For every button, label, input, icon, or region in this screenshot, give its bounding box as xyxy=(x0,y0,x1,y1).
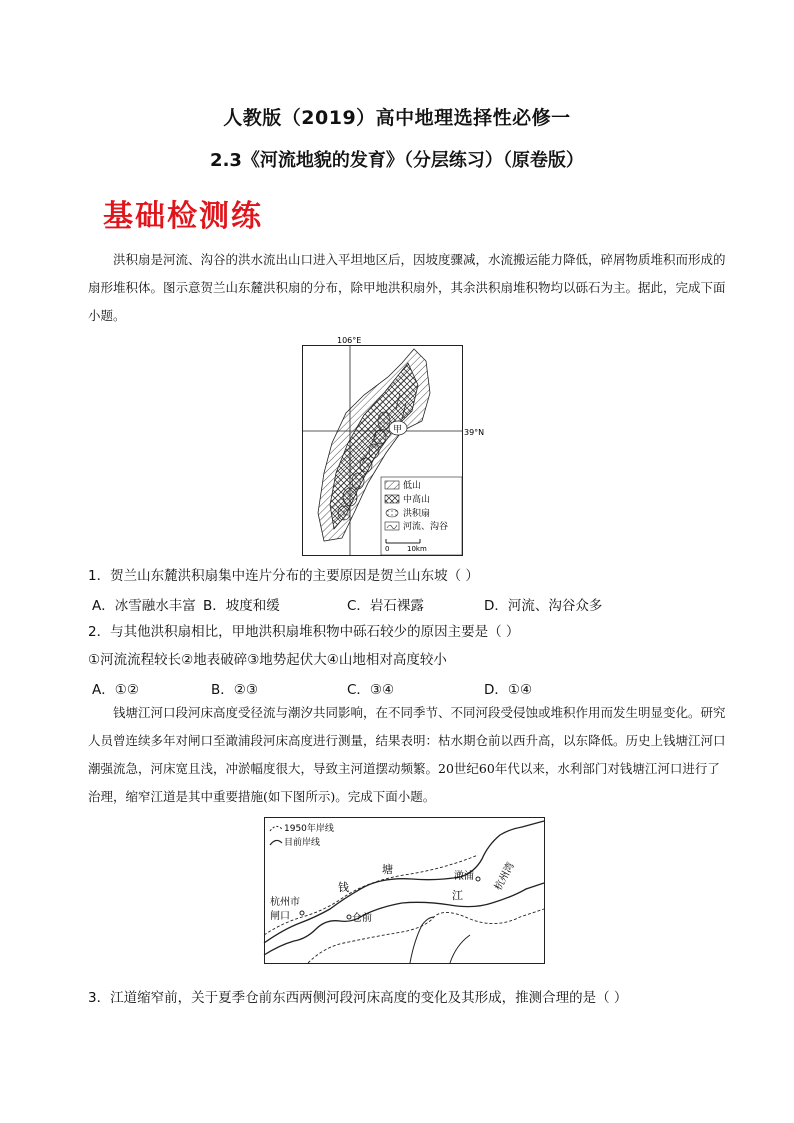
q2-option-b[interactable]: B．②③ xyxy=(211,682,258,698)
legend-low-mountain: 低山 xyxy=(403,481,422,491)
question-3-stem: 3．江道缩窄前，关于夏季仓前东西两侧河段河床高度的变化及其形成，推测合理的是（ ） xyxy=(88,990,628,1006)
label-hangzhou-city: 杭州市 xyxy=(270,897,300,908)
q2-option-d[interactable]: D．①④ xyxy=(484,682,533,698)
label-jiang: 江 xyxy=(452,889,463,902)
q2-option-c[interactable]: C．③④ xyxy=(347,682,395,698)
q1-option-a[interactable]: A．冰雪融水丰富 xyxy=(92,598,196,614)
q2-option-a[interactable]: A．①② xyxy=(92,682,139,698)
map-legend xyxy=(381,477,462,555)
question-1-stem: 1．贺兰山东麓洪积扇集中连片分布的主要原因是贺兰山东坡（ ） xyxy=(88,568,479,584)
label-cangqian: 仓前 xyxy=(352,913,372,924)
document-title: 人教版（2019）高中地理选择性必修一 xyxy=(223,107,571,129)
label-qian: 钱 xyxy=(338,881,349,894)
helan-mountain-map xyxy=(302,333,485,557)
document-subtitle: 2.3《河流地貌的发育》（分层练习）（原卷版） xyxy=(210,150,584,171)
section-heading: 基础检测练 xyxy=(103,199,263,234)
question-2-items: ①河流流程较长②地表破碎③地势起伏大④山地相对高度较小 xyxy=(88,652,447,668)
label-zhakou: 闸口 xyxy=(270,911,290,922)
passage-2: 钱塘江河口段河床高度受径流与潮汐共同影响，在不同季节、不同河段受侵蚀或堆积作用而发生明显变化。研究人员曾连续多年对闸口至澉浦段河床高度进行测量，结果表明：枯水期仓前以西升高，以东降低。历史上钱塘江河口潮强流急，河床宽且浅，冲淤幅度很大，导致主河道摆动频繁。20世纪60年代以来，水利部门对钱塘江河口进行了治理，缩窄江道是其中重要措施(如下图所示)。完成下面小题。 xyxy=(88,705,726,804)
scale-zero: 0 xyxy=(385,545,390,553)
label-tang: 塘 xyxy=(382,863,393,876)
q1-option-b[interactable]: B．坡度和缓 xyxy=(203,598,280,614)
label-ganpu: 澉浦 xyxy=(454,871,474,882)
label-hangzhou-bay: 杭州湾 xyxy=(492,860,517,893)
q1-option-d[interactable]: D．河流、沟谷众多 xyxy=(484,598,603,614)
scale-label: 10km xyxy=(407,545,427,553)
latitude-label: 39°N xyxy=(464,428,485,437)
q1-option-c[interactable]: C．岩石裸露 xyxy=(347,598,424,614)
legend-1950-shoreline: 1950年岸线 xyxy=(284,824,334,834)
legend-river: 河流、沟谷 xyxy=(403,522,449,532)
question-2-stem: 2．与其他洪积扇相比，甲地洪积扇堆积物中砾石较少的原因主要是（ ） xyxy=(88,624,520,640)
legend-high-mountain: 中高山 xyxy=(403,495,431,505)
legend-alluvial-fan: 洪积扇 xyxy=(403,509,431,519)
passage-1: 洪积扇是河流、沟谷的洪水流出山口进入平坦地区后，因坡度骤减，水流搬运能力降低，碎屑物质堆积而形成的扇形堆积体。图示意贺兰山东麓洪积扇的分布，除甲地洪积扇外，其余洪积扇堆积物均以砾石为主。据此，完成下面小题。 xyxy=(88,252,726,323)
qiantang-estuary-map xyxy=(264,817,546,965)
place-jia-label: 甲 xyxy=(393,425,403,435)
legend-current-shoreline: 目前岸线 xyxy=(284,838,321,848)
longitude-label: 106°E xyxy=(337,336,362,345)
